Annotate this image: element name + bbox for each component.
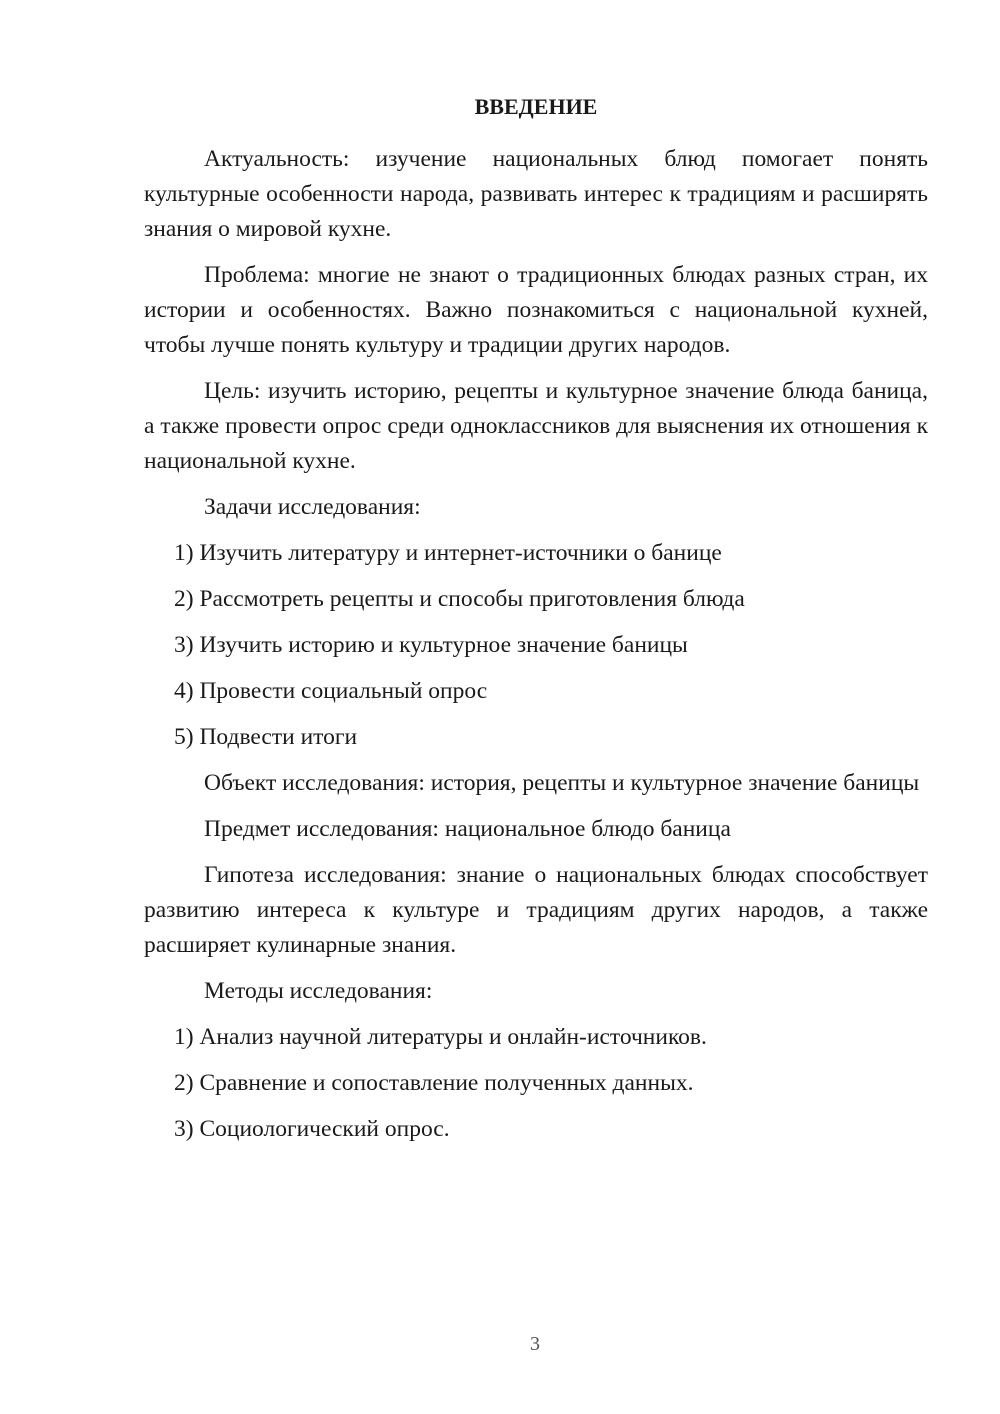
section-heading: ВВЕДЕНИЕ [474, 94, 598, 119]
subject-paragraph: Предмет исследования: национальное блюдо баница [204, 816, 731, 842]
tasks-list [144, 536, 928, 755]
document-page [144, 92, 928, 1158]
list-item: 3) Изучить историю и культурное значение баницы [174, 632, 688, 658]
list-item: 1) Анализ научной литературы и онлайн-источников. [174, 1024, 707, 1050]
list-item: 1) Изучить литературу и интернет-источники о банице [174, 540, 722, 566]
page-number: 3 [530, 1333, 540, 1355]
tasks-title: Задачи исследования: [204, 494, 421, 520]
relevance-paragraph: Актуальность: изучение национальных блюд помогает понять культурные особенности народа, развивать интерес к традициям и расширять знания о мировой кухне. [144, 146, 928, 242]
object-paragraph: Объект исследования: история, рецепты и культурное значение баницы [204, 770, 920, 796]
list-item: 3) Социологический опрос. [174, 1116, 450, 1142]
methods-title: Методы исследования: [204, 978, 433, 1004]
problem-paragraph: Проблема: многие не знают о традиционных блюдах разных стран, их истории и особенностях. Важно познакомиться с национальной кухней, чтобы лучше понять культуру и традиции других народов. [144, 262, 928, 358]
methods-list [144, 1020, 928, 1147]
list-item: 4) Провести социальный опрос [174, 678, 488, 704]
list-item: 2) Сравнение и сопоставление полученных данных. [174, 1070, 694, 1096]
list-item: 5) Подвести итоги [174, 724, 358, 750]
goal-paragraph: Цель: изучить историю, рецепты и культурное значение блюда баница, а также провести опрос среди одноклассников для выяснения их отношения к национальной кухне. [144, 378, 928, 474]
list-item: 2) Рассмотреть рецепты и способы приготовления блюда [174, 586, 745, 612]
hypothesis-paragraph: Гипотеза исследования: знание о национальных блюдах способствует развитию интереса к культуре и традициям других народов, а также расширяет кулинарные знания. [144, 862, 928, 958]
